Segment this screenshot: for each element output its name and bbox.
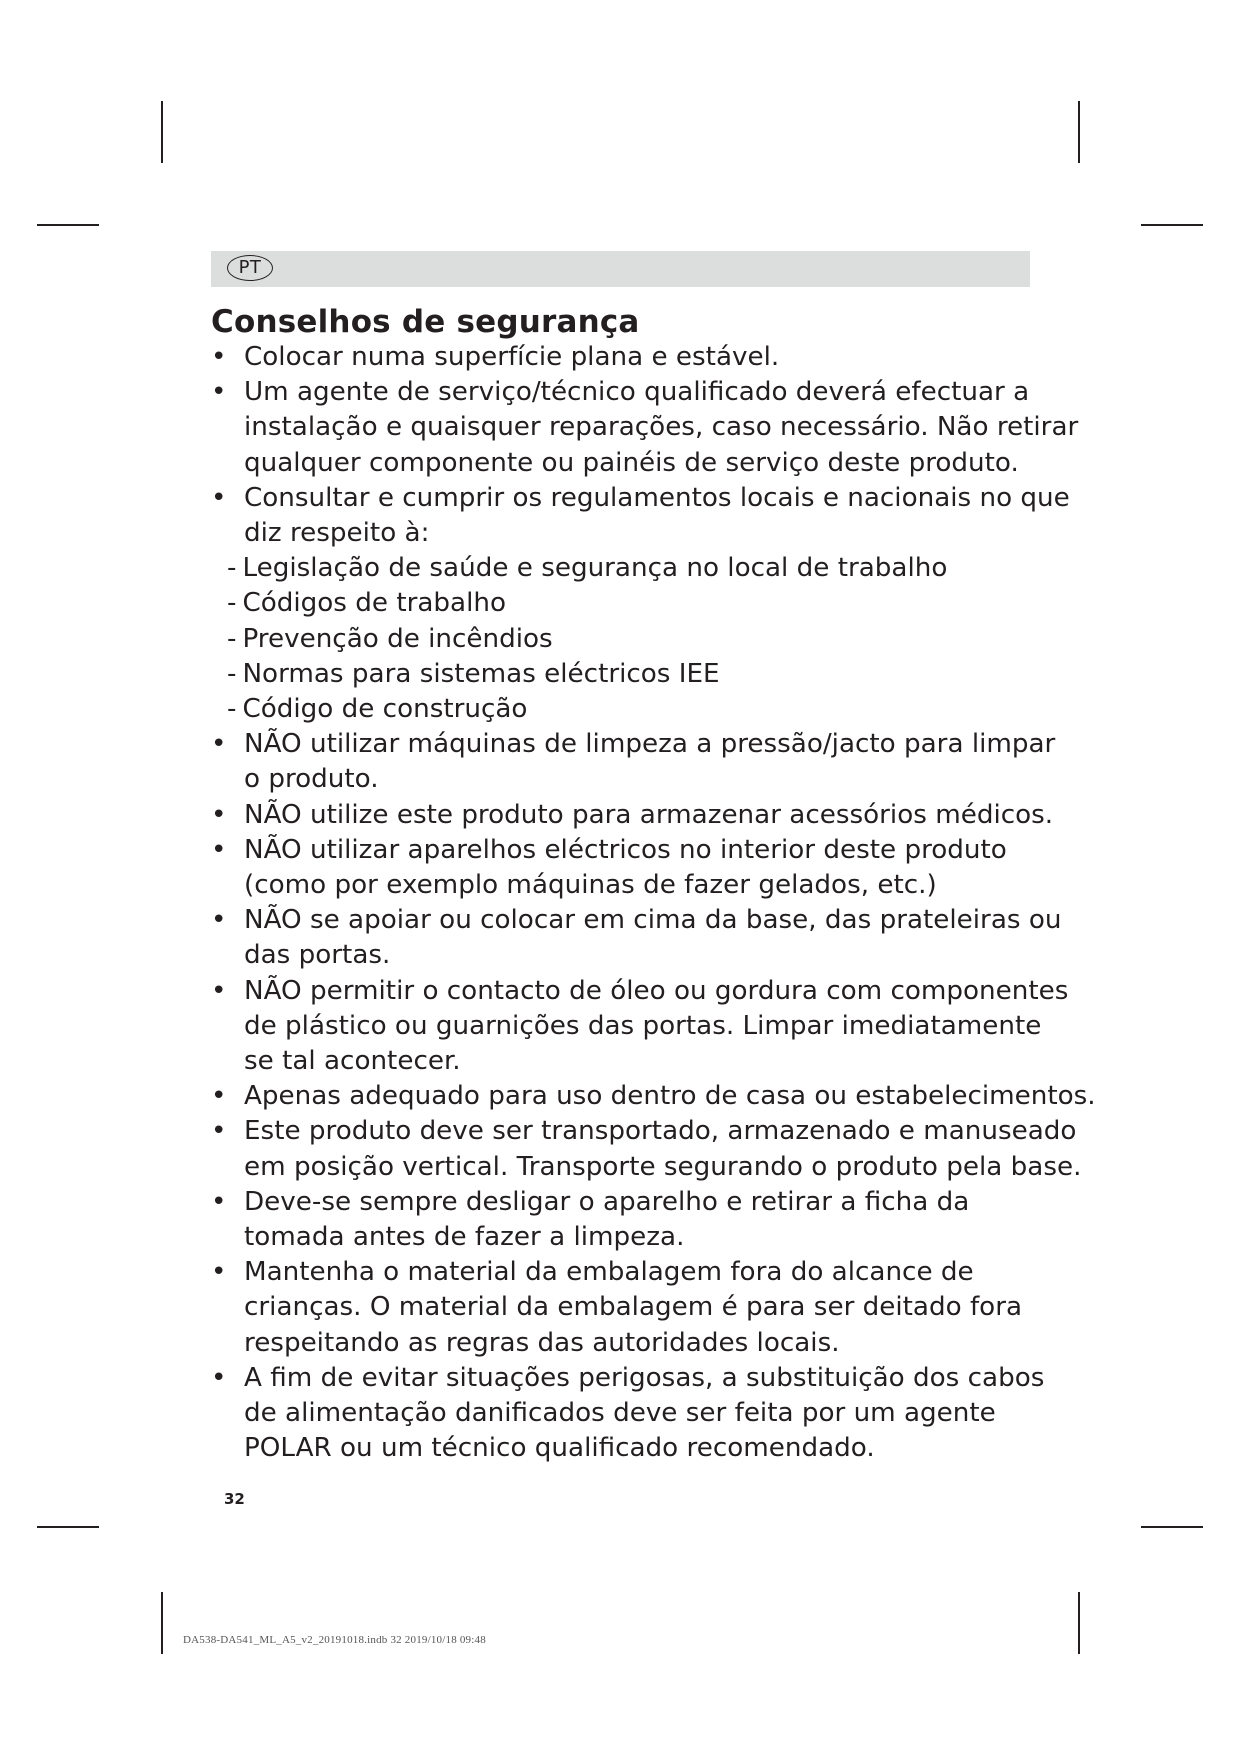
list-item [211,1150,1082,1185]
list-item [211,868,1051,903]
list-item [211,481,1070,516]
bullet-marker: • [211,482,227,513]
page-number: 32 [224,1490,245,1508]
list-item-text: Códigos de trabalho [242,588,506,619]
safety-advice-list [211,340,1096,1467]
list-item-text: NÃO utilizar máquinas de limpeza a pressão/jacto para limpar [244,729,1056,760]
list-item [211,1255,1051,1290]
list-item [211,1290,1051,1325]
list-item-text: qualquer componente ou painéis de serviço deste produto. [244,447,1019,478]
list-item [211,938,1051,973]
bullet-marker: • [211,1362,227,1393]
list-item [211,1114,1077,1149]
section-title: Conselhos de segurança [211,304,640,340]
list-item [211,410,1079,445]
list-item [211,340,1051,375]
list-item-text: instalação e quaisquer reparações, caso necessário. Não retirar [244,412,1079,443]
bullet-marker: • [211,1257,227,1288]
list-item-text: NÃO utilize este produto para armazenar acessórios médicos. [244,799,1054,830]
list-item [211,833,1051,868]
language-header-bar [211,251,1030,287]
list-item-text: Normas para sistemas eléctricos IEE [242,658,720,689]
list-item-text: crianças. O material da embalagem é para ser deitado fora [244,1292,1023,1323]
crop-mark-right-lower [1141,1526,1203,1528]
list-item-text: POLAR ou um técnico qualificado recomendado. [244,1433,875,1464]
list-item-text: Mantenha o material da embalagem fora do alcance de [244,1257,974,1288]
sub-list-item [211,622,1051,657]
list-item-text: (como por exemplo máquinas de fazer gelados, etc.) [244,870,937,901]
bullet-marker: • [211,905,227,936]
list-item-text: Consultar e cumprir os regulamentos locais e nacionais no que [244,482,1070,513]
list-item [211,1326,1051,1361]
crop-mark-top-left [161,101,163,163]
list-item-text: Apenas adequado para uso dentro de casa ou estabelecimentos. [244,1081,1096,1112]
bullet-marker: • [211,799,227,830]
sub-list-item [211,586,1051,621]
dash-marker: - [227,623,237,654]
list-item [211,1185,1051,1220]
bullet-marker: • [211,1116,227,1147]
language-badge: PT [227,255,273,281]
crop-mark-right-upper [1141,224,1203,226]
list-item [211,1396,1051,1431]
list-item-text: Colocar numa superfície plana e estável. [244,342,780,372]
bullet-marker: • [211,729,227,760]
crop-mark-top-right [1078,101,1080,163]
list-item-text: de alimentação danificados deve ser feita por um agente [244,1398,996,1429]
list-item [211,1361,1051,1396]
bullet-marker: • [211,975,227,1006]
list-item-text: Um agente de serviço/técnico qualificado deverá efectuar a [244,377,1030,408]
crop-mark-bottom-left [161,1592,163,1654]
list-item-text: se tal acontecer. [244,1046,461,1077]
list-item-text: de plástico ou guarnições das portas. Limpar imediatamente [244,1010,1042,1041]
crop-mark-left-lower [37,1526,99,1528]
list-item-text: Legislação de saúde e segurança no local de trabalho [242,553,948,584]
dash-marker: - [227,694,237,725]
list-item-text: Este produto deve ser transportado, armazenado e manuseado [244,1116,1077,1147]
list-item-text: NÃO permitir o contacto de óleo ou gordura com componentes [244,975,1069,1006]
list-item [211,1044,1051,1079]
list-item [211,516,1051,551]
sub-list-item [211,657,1051,692]
dash-marker: - [227,553,237,584]
list-item-text: respeitando as regras das autoridades locais. [244,1327,840,1358]
bullet-marker: • [211,1186,227,1217]
list-item-text: em posição vertical. Transporte segurando o produto pela base. [244,1151,1082,1182]
list-item-text: NÃO utilizar aparelhos eléctricos no interior deste produto [244,834,1007,865]
list-item [211,974,1069,1009]
list-item-text: NÃO se apoiar ou colocar em cima da base, das prateleiras ou [244,905,1062,936]
list-item [211,446,1051,481]
bullet-marker: • [211,1081,227,1112]
bullet-marker: • [211,342,227,372]
crop-mark-bottom-right [1078,1592,1080,1654]
list-item [211,903,1062,938]
list-item-text: o produto. [244,764,379,795]
bullet-marker: • [211,834,227,865]
sub-list-item [211,692,1051,727]
list-item [211,1009,1051,1044]
bullet-marker: • [211,377,227,408]
list-item [211,1431,1051,1466]
list-item-text: diz respeito à: [244,518,430,549]
list-item [211,727,1056,762]
list-item-text: Código de construção [242,694,528,725]
list-item-text: das portas. [244,940,391,971]
crop-mark-left-upper [37,224,99,226]
dash-marker: - [227,588,237,619]
list-item [211,1220,1051,1255]
list-item-text: A fim de evitar situações perigosas, a substituição dos cabos [244,1362,1045,1393]
list-item [211,762,1051,797]
list-item [211,1079,1096,1114]
print-slug: DA538-DA541_ML_A5_v2_20191018.indb 32 2019/10/18 09:48 [183,1634,486,1646]
list-item-text: Deve-se sempre desligar o aparelho e retirar a ficha da [244,1186,970,1217]
dash-marker: - [227,658,237,689]
list-item-text: tomada antes de fazer a limpeza. [244,1222,685,1253]
list-item-text: Prevenção de incêndios [242,623,553,654]
list-item [211,375,1051,410]
sub-list-item [211,551,1051,586]
list-item [211,798,1054,833]
